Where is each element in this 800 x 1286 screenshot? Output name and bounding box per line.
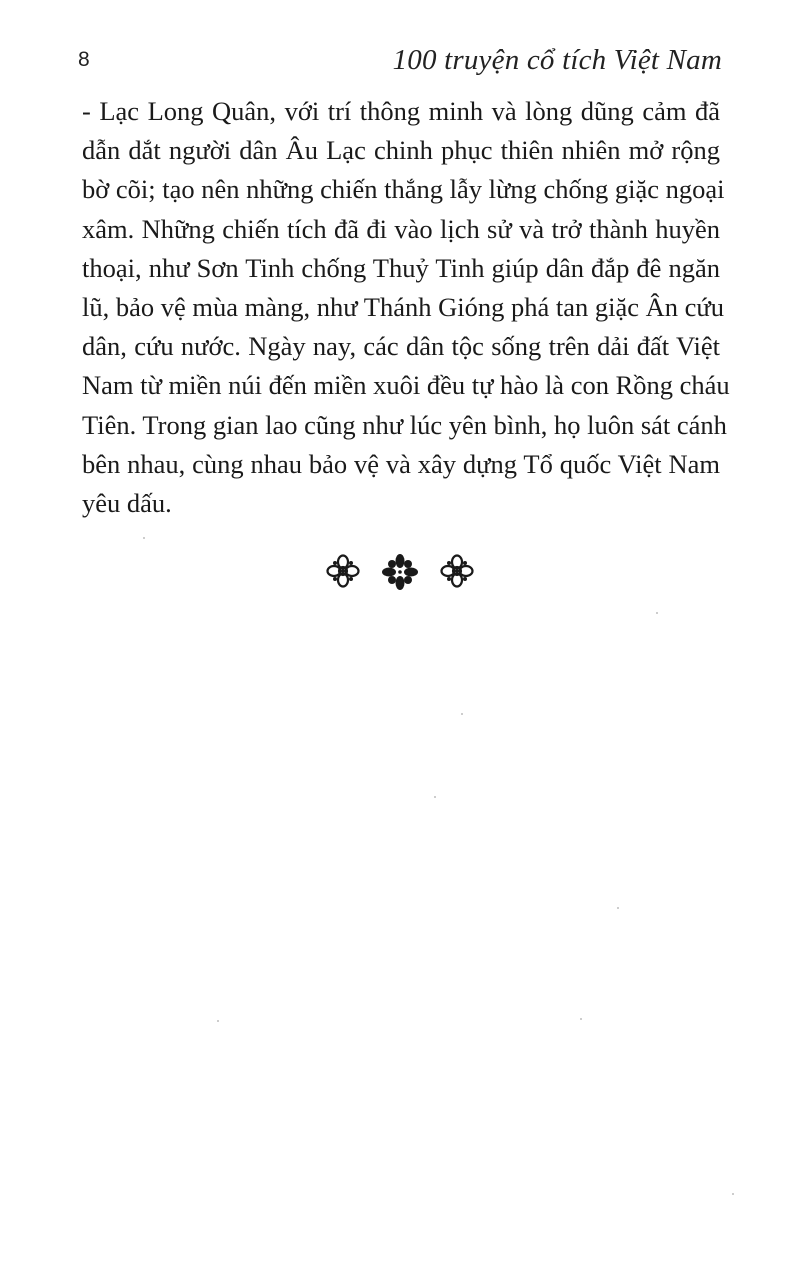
scan-speck [656, 612, 658, 614]
flower-outline-icon [325, 553, 361, 591]
page-number: 8 [78, 48, 90, 71]
scan-speck [461, 713, 463, 715]
scan-speck [732, 1193, 734, 1195]
body-line: thoại, như Sơn Tinh chống Thuỷ Tinh giúp dân đắp đê ngăn [82, 252, 720, 283]
body-line: bờ cõi; tạo nên những chiến thắng lẫy lừng chống giặc ngoại [82, 174, 725, 205]
section-divider-ornament [0, 553, 800, 591]
scan-speck [434, 796, 436, 798]
body-line: lũ, bảo vệ mùa màng, như Thánh Gióng phá tan giặc Ân cứu [82, 292, 725, 323]
scan-speck [617, 907, 619, 909]
body-line: yêu dấu. [82, 488, 172, 519]
scan-speck [143, 537, 145, 539]
scan-speck [217, 1020, 219, 1022]
running-title: 100 truyện cổ tích Việt Nam [392, 44, 722, 76]
body-line: - Lạc Long Quân, với trí thông minh và lòng dũng cảm đã [82, 96, 720, 126]
flower-solid-icon [381, 553, 419, 591]
page-header [78, 44, 722, 84]
body-line: Nam từ miền núi đến miền xuôi đều tự hào là con Rồng cháu [82, 370, 730, 401]
body-line: xâm. Những chiến tích đã đi vào lịch sử và trở thành huyền [82, 213, 720, 244]
body-paragraph [82, 92, 730, 523]
body-line: dân, cứu nước. Ngày nay, các dân tộc sống trên dải đất Việt [82, 331, 720, 362]
body-line: dẫn dắt người dân Âu Lạc chinh phục thiên nhiên mở rộng [82, 135, 720, 166]
flower-outline-icon [439, 553, 475, 591]
body-line: Tiên. Trong gian lao cũng như lúc yên bình, họ luôn sát cánh [82, 409, 727, 440]
body-line: bên nhau, cùng nhau bảo vệ và xây dựng Tổ quốc Việt Nam [82, 448, 720, 479]
scan-speck [580, 1018, 582, 1020]
